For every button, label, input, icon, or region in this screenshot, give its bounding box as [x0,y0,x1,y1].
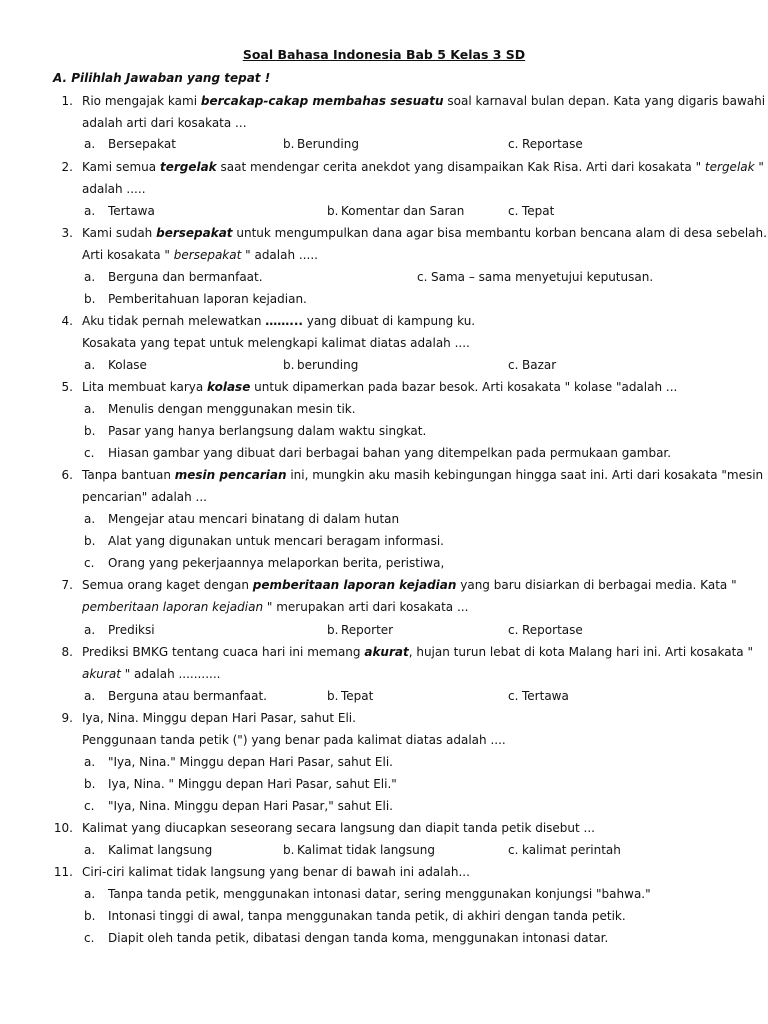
page-title: Soal Bahasa Indonesia Bab 5 Kelas 3 SD [242,47,526,62]
option-label: b. [84,424,96,438]
option-label: b. [84,534,96,548]
option-text: berunding [297,358,359,372]
option-text: Diapit oleh tanda petik, dibatasi dengan tanda koma, menggunakan intonasi datar. [108,931,609,945]
question-text [82,710,356,726]
emphasized-term: pemberitaan laporan kejadian [82,600,264,614]
question-text-segment: " [754,160,764,174]
option-text: Reportase [522,137,583,151]
option-text: Kalimat tidak langsung [297,843,436,857]
option-label: b. [327,204,339,218]
option-text: "Iya, Nina. Minggu depan Hari Pasar," sahut Eli. [108,799,393,813]
question-text-segment: Iya, Nina. Minggu depan Hari Pasar, sahut Eli. [82,711,356,725]
question-text-segment: , hujan turun lebat di kota Malang hari ini. Arti kosakata " [408,645,753,659]
question-text-segment: yang baru disiarkan di berbagai media. Kata " [456,578,737,592]
option-text: Tertawa [108,204,155,218]
question-text [82,159,764,175]
question-number: 11. [53,865,73,879]
question-text-segment: " adalah ..... [241,248,318,262]
option-label: c. [417,270,428,284]
question-text [82,644,753,660]
question-text-continued [82,666,220,682]
option-label: a. [84,402,96,416]
question-number: 1. [61,94,73,108]
question-text [82,379,677,395]
question-number: 7. [61,578,73,592]
option-text: Reporter [341,623,394,637]
question-text-segment: Kalimat yang diucapkan seseorang secara langsung dan diapit tanda petik disebut ... [82,821,595,835]
option-text: Reportase [522,623,583,637]
option-label: b. [327,623,339,637]
option-label: c. [508,204,519,218]
question-text [82,467,763,483]
question-text-segment: adalah arti dari kosakata ... [82,116,247,130]
option-text: Kolase [108,358,147,372]
option-text: Hiasan gambar yang dibuat dari berbagai bahan yang ditempelkan pada permukaan gambar. [108,446,672,460]
option-label: b. [283,137,295,151]
option-text: Iya, Nina. " Minggu depan Hari Pasar, sahut Eli." [108,777,397,791]
option-label: c. [84,556,95,570]
question-text-continued [82,732,506,748]
question-number: 9. [61,711,73,725]
option-label: c. [508,137,519,151]
question-text [82,313,475,329]
question-text-continued [82,115,247,131]
question-text-segment: Aku tidak pernah melewatkan [82,314,266,328]
option-label: c. [508,358,519,372]
option-text: Berunding [297,137,359,151]
question-number: 10. [53,821,73,835]
question-text-segment: Prediksi BMKG tentang cuaca hari ini memang [82,645,365,659]
question-text-continued [82,599,468,615]
option-text: Berguna atau bermanfaat. [108,689,267,703]
option-text: Bazar [522,358,557,372]
emphasized-term: akurat [364,645,409,659]
question-number: 8. [61,645,73,659]
question-text-segment: Arti kosakata " [82,248,174,262]
option-text: Tanpa tanda petik, menggunakan intonasi datar, sering menggunakan konjungsi "bahwa." [108,887,651,901]
question-text-segment: Kosakata yang tepat untuk melengkapi kalimat diatas adalah .... [82,336,470,350]
question-text-segment: Semua orang kaget dengan [82,578,253,592]
question-text-continued [82,335,470,351]
option-label: b. [327,689,339,703]
question-text-segment: adalah ..... [82,182,146,196]
option-label: b. [283,843,295,857]
option-label: b. [84,777,96,791]
question-text [82,864,470,880]
option-label: c. [508,623,519,637]
option-label: a. [84,887,96,901]
option-label: c. [84,931,95,945]
question-text-segment: pencarian" adalah ... [82,490,207,504]
option-label: c. [508,689,519,703]
option-text: Orang yang pekerjaannya melaporkan berita, peristiwa, [108,556,445,570]
question-number: 3. [61,226,73,240]
question-text-segment: yang dibuat di kampung ku. [302,314,476,328]
option-text: Pasar yang hanya berlangsung dalam waktu singkat. [108,424,427,438]
question-text-continued [82,247,318,263]
question-number: 4. [61,314,73,328]
option-label: a. [84,270,96,284]
option-label: b. [84,292,96,306]
question-text-segment: " merupakan arti dari kosakata ... [263,600,469,614]
option-label: a. [84,358,96,372]
question-text [82,577,737,593]
emphasized-term: kolase [207,380,251,394]
question-text-segment: ini, mungkin aku masih kebingungan hingga saat ini. Arti dari kosakata "mesin [286,468,764,482]
option-text: Kalimat langsung [108,843,213,857]
option-text: Berguna dan bermanfaat. [108,270,263,284]
question-number: 5. [61,380,73,394]
option-text: Mengejar atau mencari binatang di dalam hutan [108,512,400,526]
option-label: a. [84,755,96,769]
question-text [82,93,765,109]
emphasized-term: tergelak [159,160,217,174]
option-label: c. [84,799,95,813]
emphasized-term: bercakap-cakap membahas sesuatu [200,94,444,108]
option-text: Alat yang digunakan untuk mencari beragam informasi. [108,534,444,548]
question-text-segment: saat mendengar cerita anekdot yang disampaikan Kak Risa. Arti dari kosakata " [216,160,705,174]
option-label: a. [84,512,96,526]
question-text-segment: Lita membuat karya [82,380,208,394]
option-label: c. [508,843,519,857]
emphasized-term: tergelak [704,160,755,174]
option-text: Intonasi tinggi di awal, tanpa menggunakan tanda petik, di akhiri dengan tanda petik. [108,909,626,923]
question-number: 2. [61,160,73,174]
option-text: Bersepakat [108,137,176,151]
option-label: a. [84,137,96,151]
question-text-continued [82,181,146,197]
question-text-segment: Kami sudah [82,226,157,240]
option-text: Tepat [522,204,555,218]
option-text: kalimat perintah [522,843,621,857]
question-text-segment: " adalah ........... [120,667,221,681]
option-label: a. [84,843,96,857]
question-text-segment: Ciri-ciri kalimat tidak langsung yang benar di bawah ini adalah... [82,865,470,879]
option-text: Pemberitahuan laporan kejadian. [108,292,307,306]
question-text-segment: soal karnaval bulan depan. Kata yang digaris bawahi [443,94,766,108]
option-text: "Iya, Nina." Minggu depan Hari Pasar, sahut Eli. [108,755,393,769]
question-text-segment: untuk mengumpulkan dana agar bisa membantu korban bencana alam di desa sebelah. [232,226,767,240]
option-label: b. [283,358,295,372]
question-text-segment: Penggunaan tanda petik (") yang benar pada kalimat diatas adalah .... [82,733,506,747]
question-text-segment: Rio mengajak kami [82,94,201,108]
option-label: a. [84,204,96,218]
question-text [82,820,595,836]
option-text: Sama – sama menyetujui keputusan. [431,270,654,284]
emphasized-term: ……... [265,314,303,328]
option-label: a. [84,689,96,703]
option-label: b. [84,909,96,923]
option-text: Komentar dan Saran [341,204,465,218]
question-text [82,225,767,241]
question-text-segment: untuk dipamerkan pada bazar besok. Arti kosakata " kolase "adalah ... [250,380,678,394]
emphasized-term: mesin pencarian [174,468,287,482]
question-text-segment: Tanpa bantuan [82,468,175,482]
question-number: 6. [61,468,73,482]
option-text: Tepat [341,689,374,703]
option-text: Menulis dengan menggunakan mesin tik. [108,402,356,416]
option-label: c. [84,446,95,460]
emphasized-term: bersepakat [173,248,242,262]
emphasized-term: akurat [82,667,121,681]
option-text: Prediksi [108,623,155,637]
emphasized-term: bersepakat [156,226,233,240]
section-heading: A. Pilihlah Jawaban yang tepat ! [53,71,271,85]
question-text-segment: Kami semua [82,160,160,174]
question-text-continued [82,489,207,505]
emphasized-term: pemberitaan laporan kejadian [252,578,457,592]
option-label: a. [84,623,96,637]
option-text: Tertawa [522,689,569,703]
